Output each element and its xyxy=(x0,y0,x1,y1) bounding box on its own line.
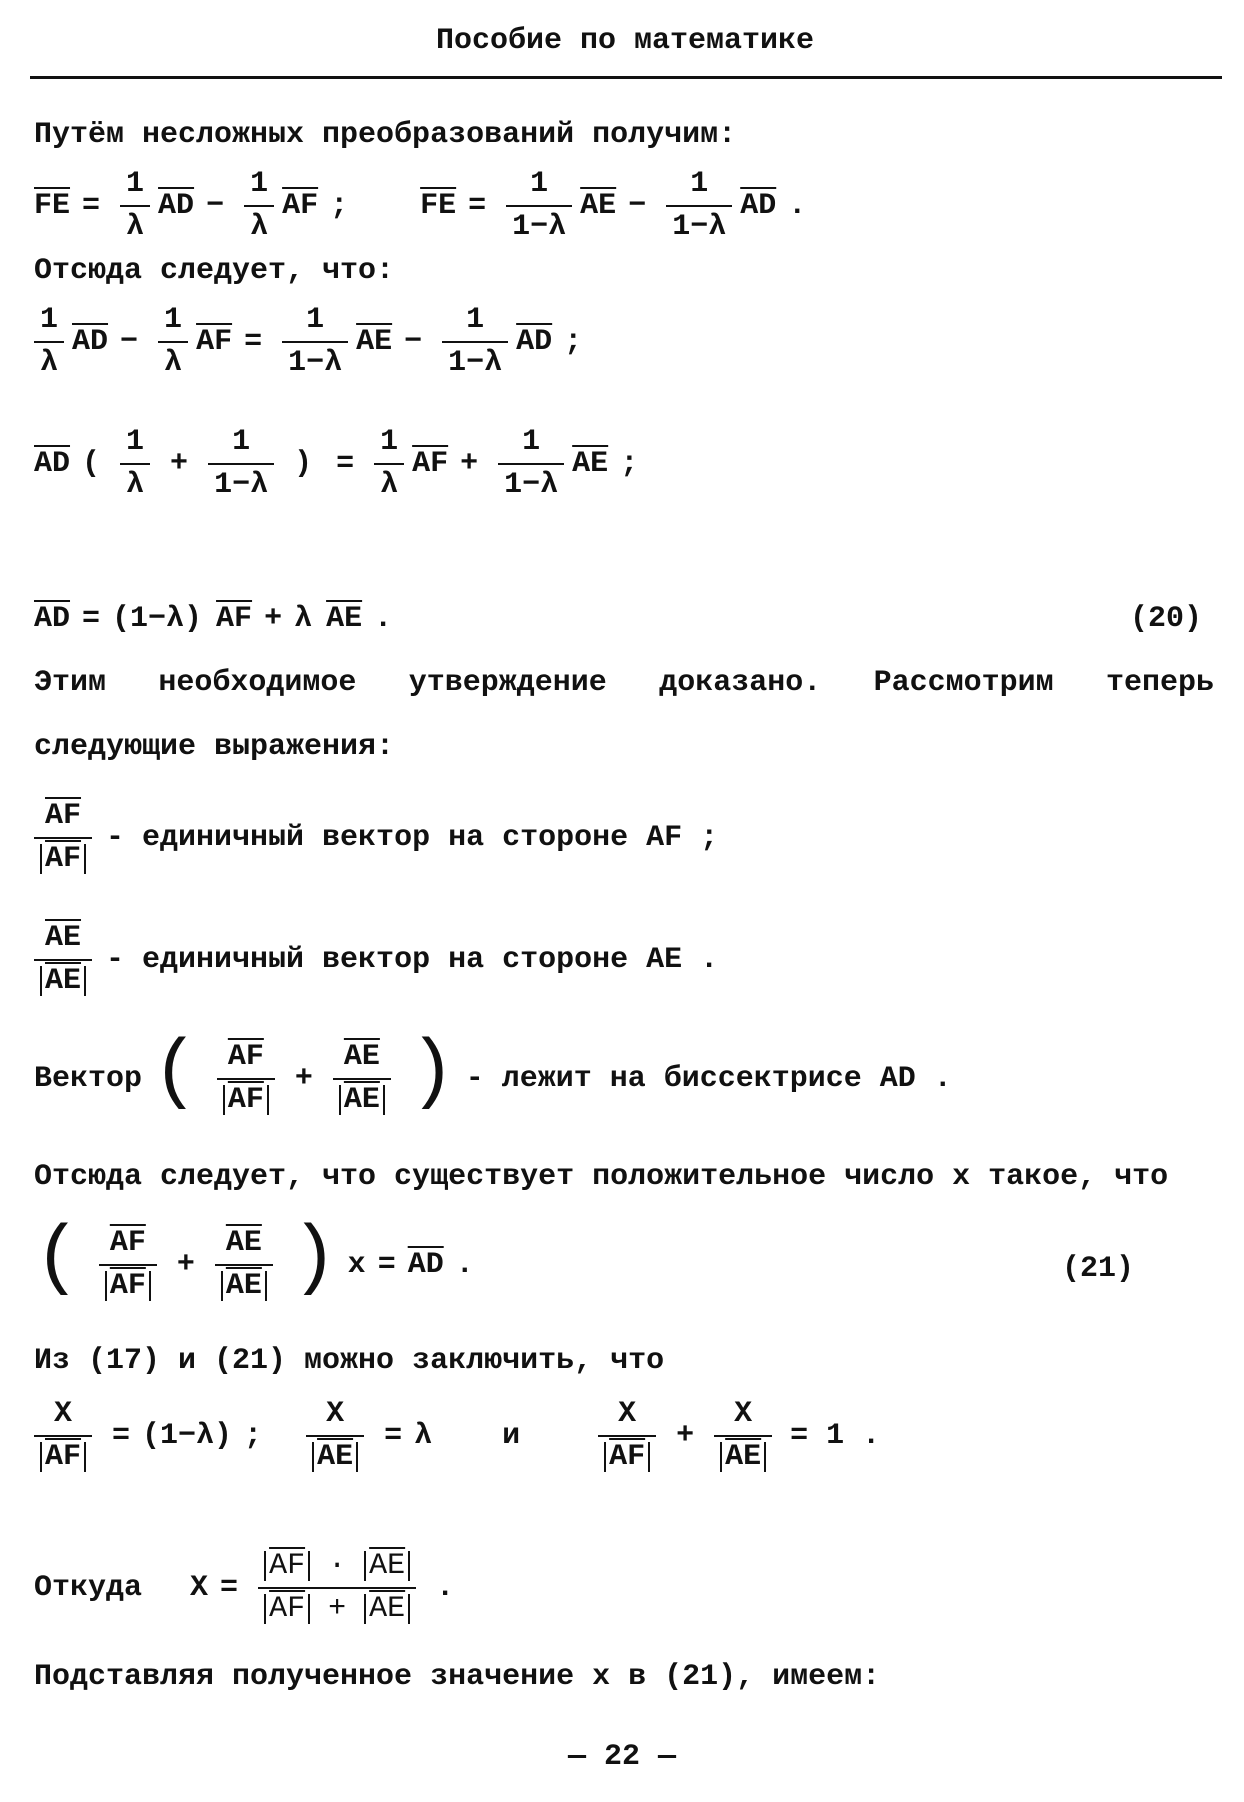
text-line-14: Из (17) и (21) можно заключить, что xyxy=(34,1344,665,1378)
vector-fe: $\overline{FE}$ xyxy=(420,189,457,223)
page-number: — 22 — xyxy=(567,1740,677,1774)
text-line-7: Этим необходимое утверждение доказано. Рассмотрим теперь xyxy=(34,666,1214,700)
header-rule xyxy=(30,76,1222,79)
text-line-8: следующие выражения: xyxy=(34,730,395,764)
text-line-3: Отсюда следует, что: xyxy=(34,254,395,288)
formula-x-relations: $\frac{X}{AF}$ = (1−λ) ; $\frac{X}{AE}$ = λ и $\frac{X}{AF}$ + $\frac{X}{AE}$ = 1 . xyxy=(34,1398,880,1474)
fraction: $\frac{1}{\lambda}$ xyxy=(120,168,150,244)
formula-21: ( $\frac{\overline{AF}}{AF}$ + $\frac{\overline{AE}}{AE}$ ) x = $\overline{AD}$ . xyxy=(34,1215,474,1303)
formula-ad-factored: $\overline{AD}$ ( $\frac{1}{\lambda}$ + $\frac{1}{1-\lambda}$ ) = $\frac{1}{\lambda}$ $\overline{AF}$ + $\frac{1}{1-\lambda}$ $\overline{AE}$ ; xyxy=(34,425,639,502)
formula-20: $\overline{AD}$ = (1−λ) $\overline{AF}$ + λ $\overline{AE}$ . xyxy=(34,602,393,636)
fraction: $\frac{1}{\lambda}$ xyxy=(244,168,274,244)
fraction: $\frac{1}{1-\lambda}$ xyxy=(506,168,572,244)
formula-fe: $\overline{FE}$ = $\frac{1}{\lambda}$ $\overline{AD}$ − $\frac{1}{\lambda}$ $\overline{AF}$ ; $\overline{FE}$ = $\frac{1}{1-\lambda}$ $\overline{AE}$ − $\frac{1}{1-\lambda}$ $\overline{AD}$ . xyxy=(34,167,807,244)
equation-number: (20) xyxy=(1130,602,1203,636)
unit-vector-ae: $\frac{\overline{AE}}{AE}$ - единичный вектор на стороне AE . xyxy=(34,922,718,998)
formula-equality: $\frac{1}{\lambda}$ $\overline{AD}$ − $\frac{1}{\lambda}$ $\overline{AF}$ = $\frac{1}{1-\lambda}$ $\overline{AE}$ − $\frac{1}{1-\lambda}$ $\overline{AD}$ ; xyxy=(34,304,594,380)
fraction: $\frac{1}{1-\lambda}$ xyxy=(666,168,732,244)
formula-x-value: Откуда X = $\frac{\overline{AF} \cdot \overline{AE}}{\overline{AF} + \overline{AE}}$ . xyxy=(34,1549,455,1626)
equation-number: (21) xyxy=(1062,1252,1135,1286)
unit-vector-af: $\frac{\overline{AF}}{AF}$ - единичный вектор на стороне AF ; xyxy=(34,800,718,876)
paragraph-text: Путём несложных преобразований получим: xyxy=(34,118,737,152)
text-line-1 xyxy=(34,118,736,152)
bisector-vector-line: Вектор ( $\frac{\overline{AF}}{AF}$ + $\frac{\overline{AE}}{AE}$ ) - лежит на биссектрисе AD . xyxy=(34,1029,952,1117)
text-line-17: Подставляя полученное значение x в (21), имеем: xyxy=(34,1660,881,1694)
page-header: Пособие по математике xyxy=(435,24,815,58)
text-line-12: Отсюда следует, что существует положительное число x такое, что xyxy=(34,1160,1169,1194)
vector-fe: $\overline{FE}$ xyxy=(34,189,71,223)
